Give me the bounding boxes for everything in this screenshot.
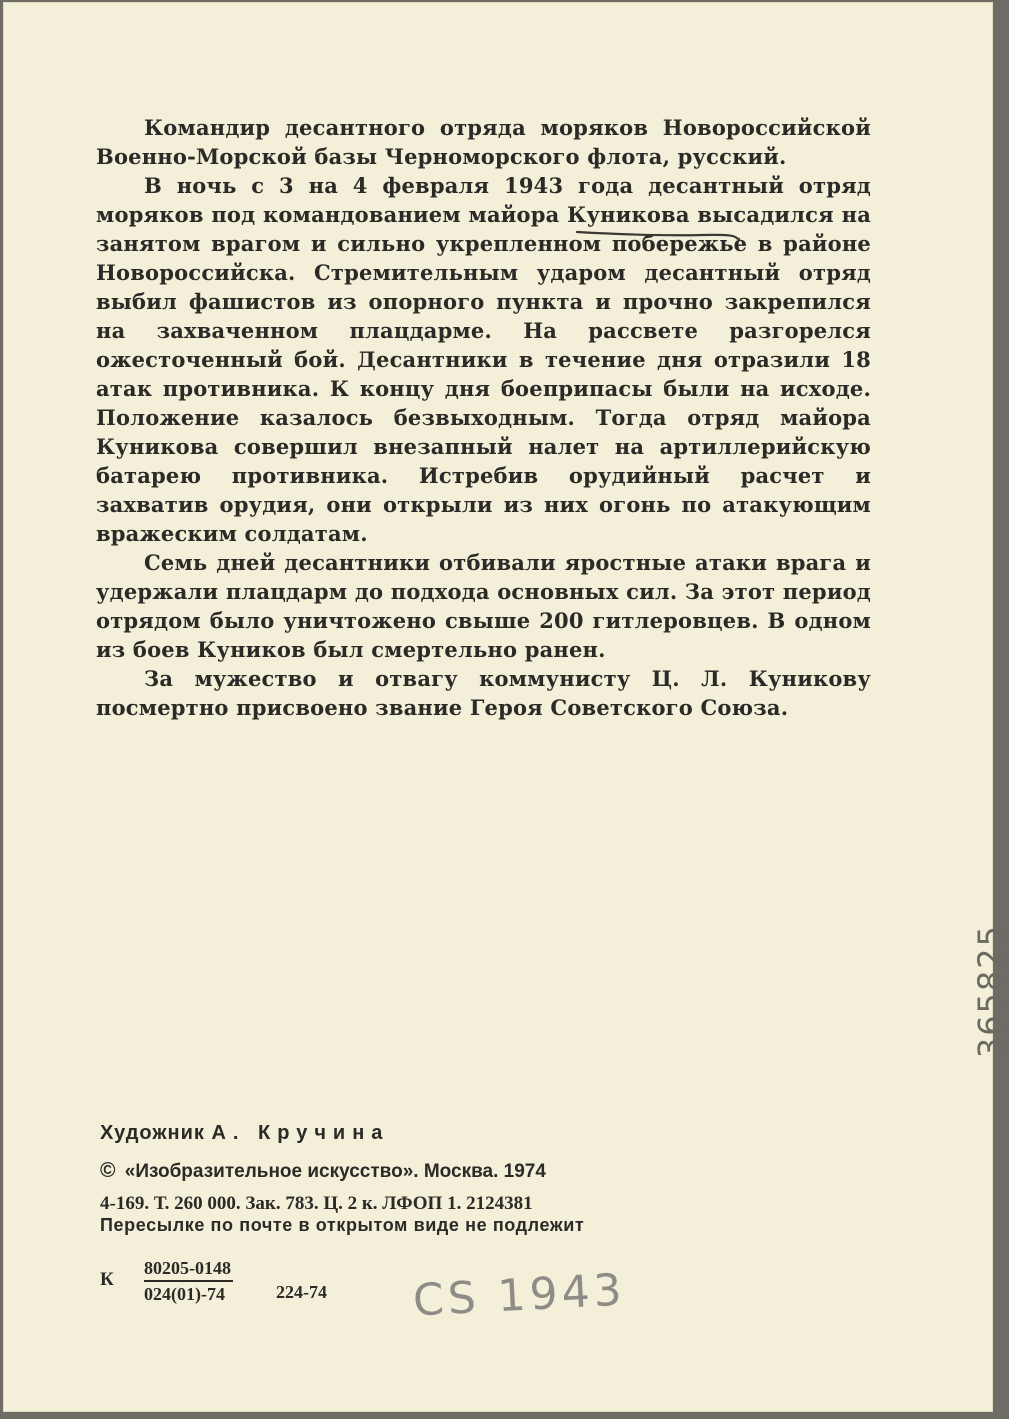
artist-name: А. Кручина bbox=[211, 1122, 390, 1144]
credits-block bbox=[100, 1122, 800, 1236]
handwritten-side-number: 365825 bbox=[971, 924, 1009, 1059]
catalog-denominator: 024(01)-74 bbox=[144, 1284, 225, 1304]
biography-text bbox=[96, 113, 871, 722]
paragraph-4: За мужество и отвагу коммунисту Ц. Л. Куникову посмертно присвоено звание Героя Советского Союза. bbox=[96, 666, 871, 720]
artist-label: Художник bbox=[100, 1122, 205, 1144]
paragraph-2: В ночь с 3 на 4 февраля 1943 года десантный отряд моряков под командованием майора Куникова высадился на занятом врагом и сильно укрепленном побережье в районе Новороссийска. Стремительным ударом десантный отряд выбил фашистов из опорного пункта и прочно закрепился на захваченном плацдарме. На рассвете разгорелся ожесточенный бой. Десантники в течение дня отразили 18 атак противника. К концу дня боеприпасы были на исходе. Положение казалось безвыходным. Тогда отряд майора Куникова совершил внезапный налет на артиллерийскую батарею противника. Истребив орудийный расчет и захватив орудия, они открыли из них огонь по атакующим вражеским солдатам. bbox=[96, 173, 871, 546]
catalog-suffix: 224-74 bbox=[276, 1282, 327, 1302]
print-info: 4-169. Т. 260 000. Зак. 783. Ц. 2 к. ЛФОП 1. 2124381 bbox=[100, 1193, 533, 1214]
copyright-icon: © bbox=[100, 1159, 116, 1182]
catalog-numerator: 80205-0148 bbox=[144, 1258, 233, 1282]
handwritten-pencil-mark: CS 1943 bbox=[411, 1264, 627, 1327]
paragraph-3: Семь дней десантники отбивали яростные атаки врага и удержали плацдарм до подхода основных сил. За этот период отрядом было уничтожено свыше 200 гитлеровцев. В одном из боев Куников был смертельно ранен. bbox=[96, 550, 871, 662]
catalog-fraction bbox=[144, 1258, 233, 1305]
artist-credit bbox=[100, 1122, 800, 1145]
postcard-back bbox=[3, 2, 1009, 1412]
copyright-text: «Изобразительное искусство». Москва. 1974 bbox=[124, 1161, 546, 1182]
catalog-prefix: К bbox=[100, 1269, 114, 1290]
postal-notice: Пересылке по почте в открытом виде не подлежит bbox=[100, 1215, 585, 1235]
paragraph-1: Командир десантного отряда моряков Новороссийской Военно-Морской базы Черноморского флота, русский. bbox=[96, 115, 871, 169]
copyright-line bbox=[100, 1159, 800, 1183]
